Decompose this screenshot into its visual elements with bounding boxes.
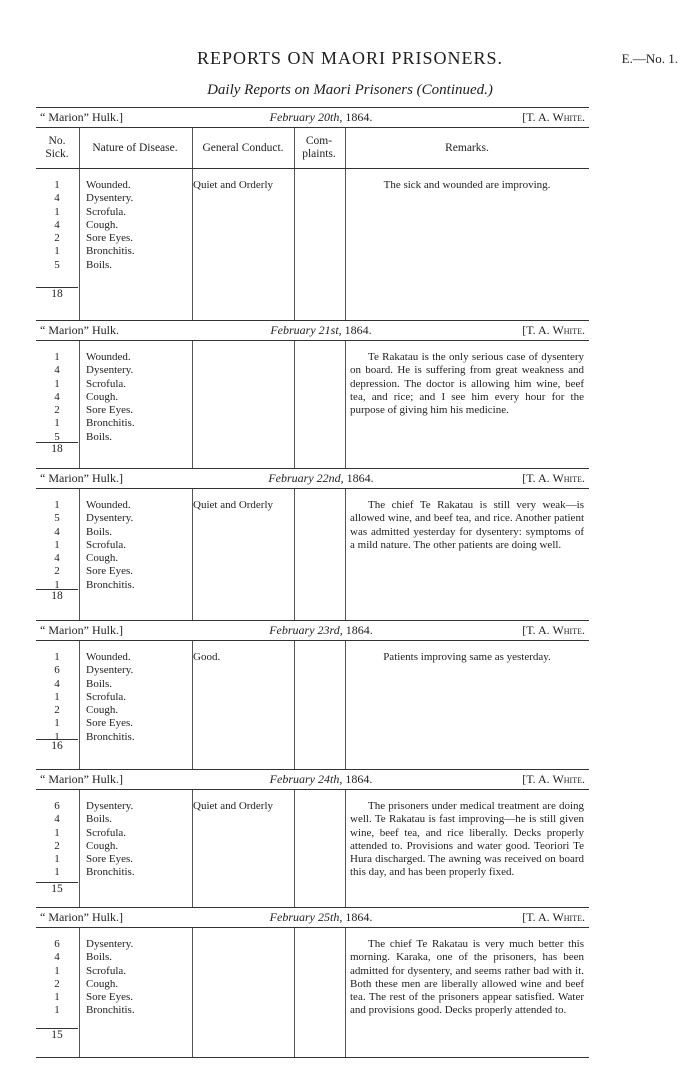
disease-name: Bronchitis. [86, 730, 135, 743]
report-date-day: February 21st, [270, 323, 342, 337]
disease-name: Sore Eyes. [86, 404, 134, 417]
column-divider [294, 128, 295, 168]
sick-count: 4 [54, 218, 60, 231]
column-headers [36, 128, 589, 169]
hulk-name: “ Marion” Hulk.] [40, 110, 123, 124]
general-conduct: Quiet and Orderly [193, 800, 274, 812]
report-body [36, 169, 589, 320]
disease-name: Bronchitis. [86, 866, 135, 879]
remarks-text: The sick and wounded are improving. [383, 179, 551, 191]
total-sick: 18 [51, 443, 63, 455]
remarks-text: The chief Te Rakatau is still very weak—is allowed wine, and beef tea, and rice. Another patient was admitted yesterday for dysentery: symptoms of a mild nature. The other patients are doing well. [350, 499, 584, 551]
disease-name: Boils. [86, 677, 112, 690]
disease-name: Sore Eyes. [86, 717, 134, 730]
sick-count: 2 [54, 232, 60, 245]
sick-counts [36, 351, 78, 444]
remarks-text: The prisoners under medical treatment are doing well. Te Rakatau is fast improving—he is still given wine, beef tea, and rice liberally. Decks properly attended to. Provisions and water good. Teoriori Te Hura discharged. The awning was received on board this day, and has been properly fixed. [350, 800, 584, 879]
officer-signature: [T. A. White. [522, 772, 585, 786]
officer-signature: [T. A. White. [522, 110, 585, 124]
report-date-day: February 22nd, [268, 471, 344, 485]
sick-count: 1 [54, 499, 60, 511]
column-divider [79, 641, 80, 769]
sick-count: 6 [54, 938, 60, 950]
report-date [221, 108, 421, 127]
sick-counts [36, 179, 78, 272]
report-date-year: 1864. [345, 772, 373, 786]
daily-report [36, 321, 589, 469]
disease-name: Cough. [86, 704, 119, 717]
disease-name: Boils. [86, 430, 112, 443]
report-date [221, 770, 421, 789]
sick-count: 4 [54, 552, 60, 565]
hulk-name: “ Marion” Hulk. [40, 323, 119, 337]
column-header-no-sick: No. Sick. [45, 135, 69, 160]
disease-name: Bronchitis. [86, 578, 135, 591]
column-divider [345, 128, 346, 168]
disease-list [86, 179, 191, 272]
disease-name: Bronchitis. [86, 1004, 135, 1017]
total-sick: 18 [51, 590, 63, 602]
report-heading [36, 770, 589, 790]
officer-signature: [T. A. White. [522, 623, 585, 637]
page-title: REPORTS ON MAORI PRISONERS. [197, 48, 503, 68]
report-date-day: February 23rd, [269, 623, 343, 637]
report-date-year: 1864. [345, 623, 373, 637]
column-divider [79, 489, 80, 620]
disease-list [86, 499, 191, 592]
report-heading [36, 108, 589, 128]
total-sick: 18 [51, 288, 63, 300]
sick-count: 1 [54, 179, 60, 191]
sick-count: 1 [54, 205, 60, 218]
disease-name: Wounded. [86, 179, 131, 191]
sick-count: 1 [54, 866, 60, 879]
disease-name: Dysentery. [86, 800, 134, 812]
disease-name: Bronchitis. [86, 245, 135, 258]
sick-count: 4 [54, 813, 60, 826]
sick-count: 1 [54, 377, 60, 390]
sick-counts [36, 800, 78, 880]
column-header-remarks: Remarks. [445, 141, 489, 154]
column-divider [79, 169, 80, 320]
sick-count: 1 [54, 717, 60, 730]
report-body [36, 928, 589, 1057]
disease-name: Scrofula. [86, 826, 127, 839]
disease-name: Dysentery. [86, 664, 134, 677]
officer-signature: [T. A. White. [522, 910, 585, 924]
report-date-day: February 20th, [269, 110, 343, 124]
sick-count: 1 [54, 351, 60, 363]
sick-count: 1 [54, 853, 60, 866]
report-date-year: 1864. [345, 910, 373, 924]
remarks-text: Te Rakatau is the only serious case of dysentery on board. He is suffering from great weakness and depression. The doctor is allowing him wine, beef tea, and rice; and I see him every hour for the purpose of giving him his medicine. [350, 351, 584, 417]
hulk-name: “ Marion” Hulk.] [40, 623, 123, 637]
sick-count: 1 [54, 417, 60, 430]
page-subtitle: Daily Reports on Maori Prisoners (Continued.) [207, 82, 493, 98]
daily-report [36, 469, 589, 621]
sick-count: 1 [54, 1004, 60, 1017]
column-divider [294, 928, 295, 1057]
sick-counts [36, 651, 78, 744]
disease-list [86, 351, 191, 444]
report-date-day: February 25th, [269, 910, 343, 924]
total-sick: 15 [51, 1029, 63, 1041]
report-body [36, 641, 589, 769]
disease-name: Dysentery. [86, 512, 134, 525]
disease-name: Boils. [86, 813, 112, 826]
document-reference: E.—No. 1. [621, 51, 678, 66]
general-conduct: Quiet and Orderly [193, 499, 274, 511]
page-header [0, 48, 700, 72]
daily-report [36, 108, 589, 321]
report-date [221, 469, 421, 488]
column-divider [345, 641, 346, 769]
daily-report [36, 908, 589, 1058]
sick-count: 1 [54, 651, 60, 663]
sick-count: 4 [54, 951, 60, 964]
sick-count: 2 [54, 977, 60, 990]
report-heading [36, 469, 589, 489]
sick-count: 1 [54, 245, 60, 258]
column-divider [345, 489, 346, 620]
disease-name: Wounded. [86, 499, 131, 511]
disease-name: Sore Eyes. [86, 853, 134, 866]
report-date-year: 1864. [344, 323, 372, 337]
hulk-name: “ Marion” Hulk.] [40, 910, 123, 924]
sick-count: 5 [54, 512, 60, 525]
report-date [221, 621, 421, 640]
disease-name: Scrofula. [86, 377, 127, 390]
disease-name: Dysentery. [86, 192, 134, 205]
sick-count: 1 [54, 964, 60, 977]
sick-count: 1 [54, 826, 60, 839]
column-divider [79, 928, 80, 1057]
hulk-name: “ Marion” Hulk.] [40, 772, 123, 786]
hulk-name: “ Marion” Hulk.] [40, 471, 123, 485]
disease-list [86, 938, 191, 1018]
disease-name: Cough. [86, 977, 119, 990]
general-conduct: Quiet and Orderly [193, 179, 274, 191]
report-body [36, 489, 589, 620]
disease-name: Sore Eyes. [86, 565, 134, 578]
disease-name: Cough. [86, 218, 119, 231]
daily-report [36, 621, 589, 770]
report-heading [36, 321, 589, 341]
sick-count: 4 [54, 390, 60, 403]
report-date [221, 908, 421, 927]
column-divider [192, 928, 193, 1057]
disease-name: Boils. [86, 951, 112, 964]
sick-count: 1 [54, 991, 60, 1004]
sick-count: 1 [54, 578, 60, 591]
remarks-text: Patients improving same as yesterday. [383, 651, 551, 663]
sick-count: 2 [54, 404, 60, 417]
column-divider [345, 928, 346, 1057]
disease-name: Cough. [86, 552, 119, 565]
column-header-complaints: Com- plaints. [302, 135, 336, 160]
officer-signature: [T. A. White. [522, 323, 585, 337]
disease-list [86, 800, 191, 880]
disease-name: Wounded. [86, 651, 131, 663]
sick-count: 2 [54, 839, 60, 852]
column-divider [192, 341, 193, 468]
disease-name: Bronchitis. [86, 417, 135, 430]
disease-name: Boils. [86, 525, 112, 538]
column-divider [79, 341, 80, 468]
sick-count: 4 [54, 525, 60, 538]
sick-count: 1 [54, 538, 60, 551]
sick-counts [36, 499, 78, 592]
daily-report [36, 770, 589, 908]
disease-name: Boils. [86, 258, 112, 271]
disease-name: Wounded. [86, 351, 131, 363]
sick-count: 6 [54, 664, 60, 677]
sick-count: 1 [54, 730, 60, 743]
disease-name: Sore Eyes. [86, 991, 134, 1004]
report-date-year: 1864. [345, 110, 373, 124]
sick-count: 4 [54, 364, 60, 377]
column-divider [345, 169, 346, 320]
disease-name: Dysentery. [86, 938, 134, 950]
daily-reports [36, 107, 589, 1058]
sick-count: 5 [54, 258, 60, 271]
disease-name: Dysentery. [86, 364, 134, 377]
report-body [36, 790, 589, 907]
general-conduct: Good. [193, 651, 221, 663]
remarks-text: The chief Te Rakatau is very much better this morning. Karaka, one of the prisoners, has been admitted for dysentery, and seems rather bad with it. Both these men are liberally allowed wine and beef tea. The rest of the prisoners appear satisfied. Water and provisions good. Decks properly attended to. [350, 938, 584, 1017]
column-divider [294, 341, 295, 468]
disease-name: Scrofula. [86, 690, 127, 703]
sick-counts [36, 938, 78, 1018]
column-divider [192, 128, 193, 168]
disease-list [86, 651, 191, 744]
disease-name: Scrofula. [86, 964, 127, 977]
column-divider [345, 790, 346, 907]
disease-name: Cough. [86, 390, 119, 403]
disease-name: Sore Eyes. [86, 232, 134, 245]
sick-count: 2 [54, 704, 60, 717]
disease-name: Scrofula. [86, 205, 127, 218]
sick-count: 2 [54, 565, 60, 578]
column-header-disease: Nature of Disease. [92, 141, 178, 154]
column-divider [79, 790, 80, 907]
report-body [36, 341, 589, 468]
sick-count: 4 [54, 192, 60, 205]
sick-count: 6 [54, 800, 60, 812]
report-heading [36, 908, 589, 928]
column-header-conduct: General Conduct. [202, 141, 284, 154]
total-sick: 16 [51, 740, 63, 752]
total-sick: 15 [51, 883, 63, 895]
disease-name: Scrofula. [86, 538, 127, 551]
report-date [221, 321, 421, 340]
disease-name: Cough. [86, 839, 119, 852]
column-divider [79, 128, 80, 168]
report-date-year: 1864. [346, 471, 374, 485]
report-heading [36, 621, 589, 641]
sick-count: 4 [54, 677, 60, 690]
sick-count: 5 [54, 430, 60, 443]
sick-count: 1 [54, 690, 60, 703]
column-divider [345, 341, 346, 468]
report-date-day: February 24th, [269, 772, 343, 786]
officer-signature: [T. A. White. [522, 471, 585, 485]
